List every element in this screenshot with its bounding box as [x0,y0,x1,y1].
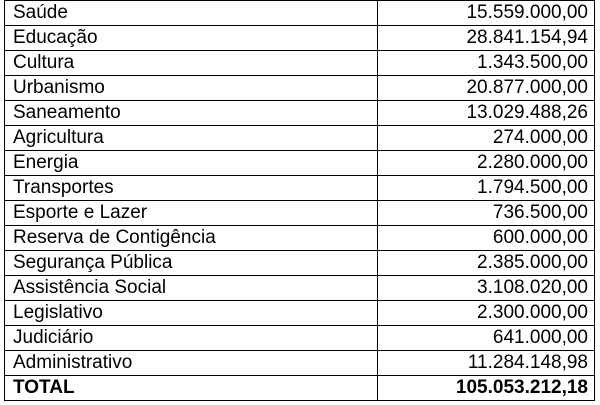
category-cell: Agricultura [5,126,378,151]
amount-cell: 2.300.000,00 [378,301,595,326]
amount-cell: 1.794.500,00 [378,176,595,201]
category-cell: Esporte e Lazer [5,201,378,226]
table-row [5,176,595,201]
category-cell: Saneamento [5,101,378,126]
amount-cell: 736.500,00 [378,201,595,226]
category-cell: Saúde [5,1,378,26]
amount-cell: 641.000,00 [378,326,595,351]
budget-table-body [5,1,595,401]
amount-cell: 1.343.500,00 [378,51,595,76]
category-cell: Judiciário [5,326,378,351]
category-cell: Educação [5,26,378,51]
category-cell: Reserva de Contigência [5,226,378,251]
category-cell: Administrativo [5,351,378,376]
table-row [5,126,595,151]
amount-cell: 274.000,00 [378,126,595,151]
table-row [5,326,595,351]
amount-cell: 20.877.000,00 [378,76,595,101]
category-cell: Transportes [5,176,378,201]
table-row [5,301,595,326]
total-amount: 105.053.212,18 [378,376,595,401]
category-cell: Cultura [5,51,378,76]
category-cell: Legislativo [5,301,378,326]
table-row [5,51,595,76]
amount-cell: 15.559.000,00 [378,1,595,26]
table-row [5,1,595,26]
table-row [5,276,595,301]
amount-cell: 2.385.000,00 [378,251,595,276]
table-row [5,251,595,276]
category-cell: Urbanismo [5,76,378,101]
amount-cell: 600.000,00 [378,226,595,251]
budget-table [4,0,595,401]
total-row [5,376,595,401]
amount-cell: 3.108.020,00 [378,276,595,301]
total-label: TOTAL [5,376,378,401]
amount-cell: 13.029.488,26 [378,101,595,126]
category-cell: Energia [5,151,378,176]
table-row [5,76,595,101]
table-row [5,226,595,251]
amount-cell: 2.280.000,00 [378,151,595,176]
amount-cell: 28.841.154,94 [378,26,595,51]
category-cell: Segurança Pública [5,251,378,276]
table-row [5,351,595,376]
amount-cell: 11.284.148,98 [378,351,595,376]
table-row [5,101,595,126]
category-cell: Assistência Social [5,276,378,301]
table-row [5,26,595,51]
table-row [5,201,595,226]
table-row [5,151,595,176]
